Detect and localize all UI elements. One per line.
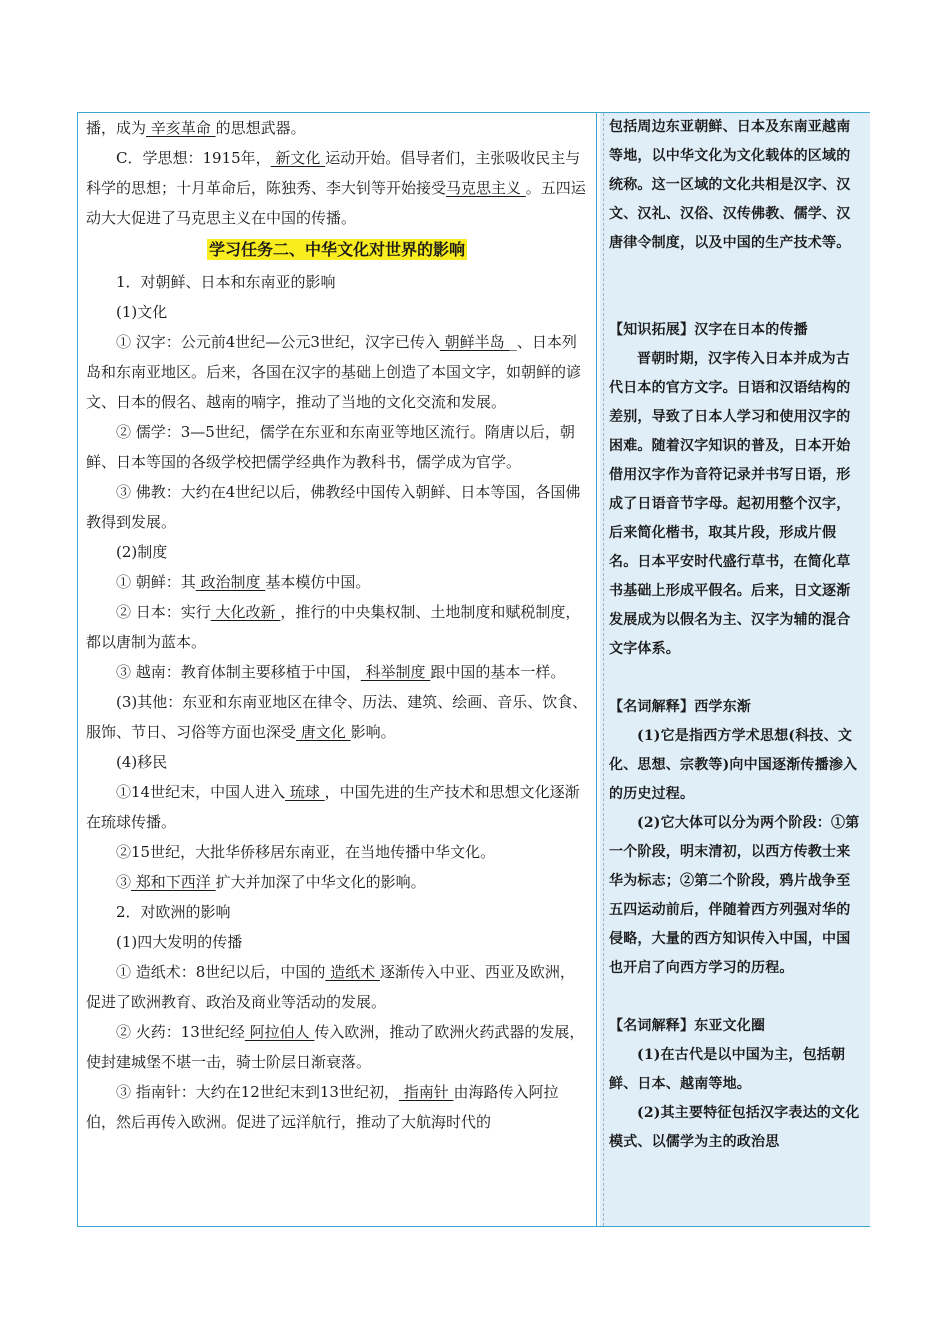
item-huaqiao: ②15世纪，大批华侨移居东南亚，在当地传播中华文化。 [116, 843, 496, 861]
blank-answer: 郑和下西洋 [131, 873, 216, 891]
page-table [77, 112, 870, 1227]
item-compass: ③ 指南针：大约在12世纪末到13世纪初， 指南针 由海路传入阿拉伯，然后再传入欧洲。促进了远洋航行，推动了大航海时代的 [86, 1083, 559, 1131]
section-2-title: 2．对欧洲的影响 [116, 903, 231, 921]
blank-answer: 政治制度 [195, 573, 266, 591]
item-ruxue: ② 儒学：3—5世纪，儒学在东亚和东南亚等地区流行。隋唐以后，朝鲜、日本等国的各级学校把儒学经典作为教科书，儒学成为官学。 [86, 423, 575, 471]
side-continued-text: 包括周边东亚朝鲜、日本及东南亚越南等地，以中华文化为文化载体的区域的统称。这一区域的文化共相是汉字、汉文、汉礼、汉俗、汉传佛教、儒学、汉唐律令制度，以及中国的生产技术等。 [609, 119, 851, 251]
section-1-title: 1．对朝鲜、日本和东南亚的影响 [116, 273, 336, 291]
blank-answer: 阿拉伯人 [244, 1023, 315, 1041]
item-liuqiu: ①14世纪末，中国人进入 琉球 ，中国先进的生产技术和思想文化逐渐在琉球传播。 [86, 783, 580, 831]
side-box-2-p2: (2)它大体可以分为两个阶段：①第一个阶段，明末清初，以西方传教士来华为标志；②第二个阶段，鸦片战争至五四运动前后，伴随着西方列强对华的侵略，大量的西方知识传入中国，中国也开启了向西方学习的历程。 [609, 815, 860, 976]
item-chaoxian: ① 朝鲜：其 政治制度 基本模仿中国。 [116, 573, 371, 591]
side-box-3-label: 【名词解释】东亚文化圈 [609, 1018, 766, 1034]
main-column [78, 113, 597, 1226]
item-riben: ② 日本：实行 大化改新 ，推行的中央集权制、土地制度和赋税制度，都以唐制为蓝本。 [86, 603, 581, 651]
subsection-inventions: (1)四大发明的传播 [116, 933, 243, 951]
task-heading: 学习任务二、中华文化对世界的影响 [208, 240, 465, 259]
subsection-culture: (1)文化 [116, 303, 168, 321]
side-box-2-p1: (1)它是指西方学术思想(科技、文化、思想、宗教等)向中国逐渐传播渗入的历史过程。 [609, 728, 858, 802]
blank-answer: 辛亥革命 [146, 119, 216, 137]
subsection-system: (2)制度 [116, 543, 168, 561]
item-other: (3)其他：东亚和东南亚地区在律令、历法、建筑、绘画、音乐、饮食、服饰、节日、习俗等方面也深受 唐文化 影响。 [86, 693, 588, 741]
side-box-3-p1: (1)在古代是以中国为主，包括朝鲜、日本、越南等地。 [609, 1047, 846, 1092]
side-box-1-label: 【知识拓展】汉字在日本的传播 [609, 322, 808, 338]
item-paper: ① 造纸术：8世纪以后，中国的 造纸术 逐渐传入中亚、西亚及欧洲，促进了欧洲教育、政治及商业等活动的发展。 [86, 963, 575, 1011]
item-zhenghe: ③ 郑和下西洋 扩大并加深了中华文化的影响。 [116, 873, 426, 891]
c-item: C．学思想：1915年， 新文化 运动开始。倡导者们，主张吸收民主与科学的思想；十月革命后，陈独秀、李大钊等开始接受马克思主义 。五四运动大大促进了马克思主义在中国的传播。 [86, 149, 586, 227]
subsection-migrate: (4)移民 [116, 753, 168, 771]
blank-answer: 唐文化 [296, 723, 351, 741]
blank-answer: 造纸术 [325, 963, 380, 981]
side-box-1-text: 晋朝时期，汉字传入日本并成为古代日本的官方文字。日语和汉语结构的差别，导致了日本人学习和使用汉字的困难。随着汉字知识的普及，日本开始借用汉字作为音符记录并书写日语，形成了日语音节字母。起初用整个汉字，后来简化楷书，取其片段，形成片假名。日本平安时代盛行草书，在简化草书基础上形成平假名。后来，日文逐渐发展成为以假名为主、汉字为辅的混合文字体系。 [609, 351, 851, 657]
side-box-2-label: 【名词解释】西学东渐 [609, 699, 751, 715]
item-yuenan: ③ 越南：教育体制主要移植于中国， 科举制度 跟中国的基本一样。 [116, 663, 566, 681]
blank-answer: 指南针 [398, 1083, 454, 1101]
intro-line: 播，成为 辛亥革命 的思想武器。 [86, 119, 306, 137]
item-hanzi: ① 汉字：公元前4世纪—公元3世纪，汉字已传入 朝鲜半岛 _、日本列岛和东南亚地区。后来，各国在汉字的基础上创造了本国文字，如朝鲜的谚文、日本的假名、越南的喃字，推动了当地的文化交流和发展。 [86, 333, 582, 411]
sidebar-dashed-rule [603, 113, 604, 1226]
blank-answer: 朝鲜半岛 [439, 333, 510, 351]
blank-answer: 新文化 [270, 149, 326, 167]
side-box-3-p2: (2)其主要特征包括汉字表达的文化模式、以儒学为主的政治思 [609, 1105, 860, 1150]
blank-answer: 马克思主义 [446, 179, 526, 197]
sidebar-notes [600, 113, 870, 1226]
blank-answer: 大化改新 [210, 603, 281, 621]
item-gunpowder: ② 火药：13世纪经 阿拉伯人 传入欧洲，推动了欧洲火药武器的发展，使封建城堡不堪一击，骑士阶层日渐衰落。 [86, 1023, 585, 1071]
item-fojiao: ③ 佛教：大约在4世纪以后，佛教经中国传入朝鲜、日本等国，各国佛教得到发展。 [86, 483, 581, 531]
blank-answer: 科举制度 [360, 663, 431, 681]
blank-answer: 琉球 [285, 783, 325, 801]
